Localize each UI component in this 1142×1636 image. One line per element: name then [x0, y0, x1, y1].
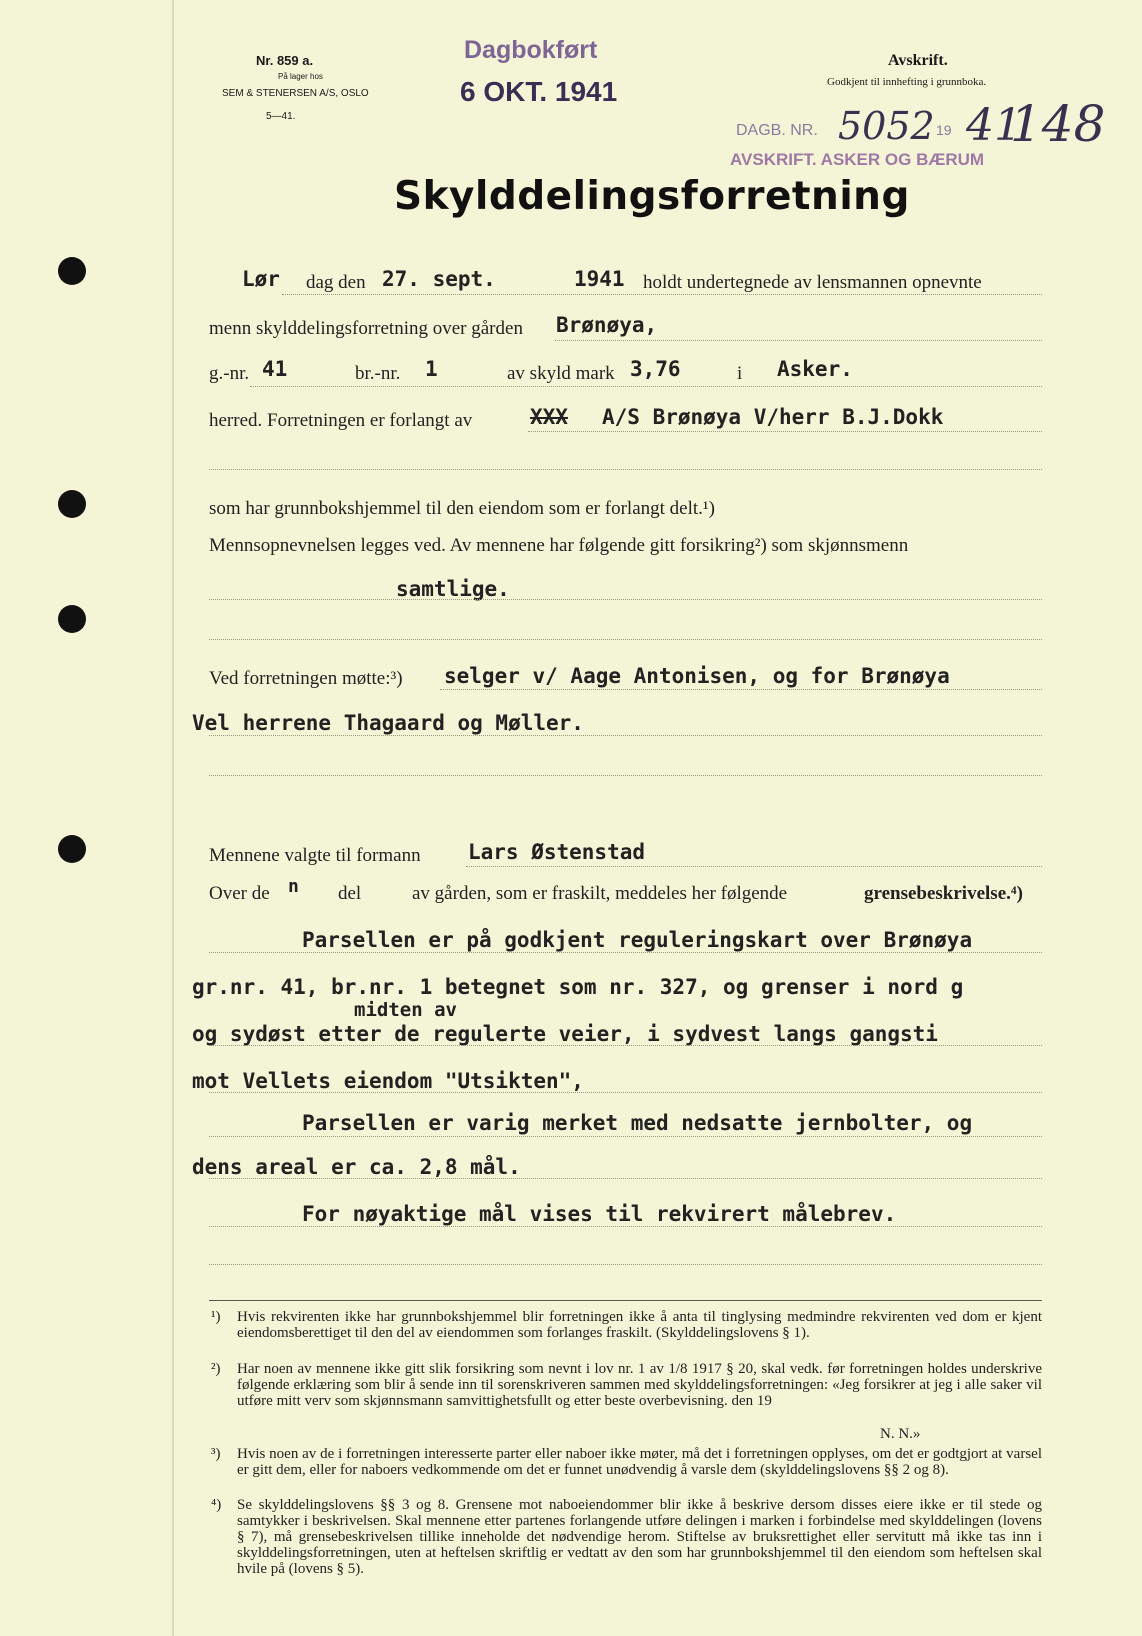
footnote-number: ⁴)	[211, 1497, 222, 1513]
punch-hole	[58, 257, 86, 285]
rule-line	[209, 599, 1042, 600]
footnote-text: Hvis noen av de i forretningen interesserte parter eller naboer ikke møter, må det i forretningen opplyses, om det er godtgjort at varsel er gitt dem, eller for naboers vedkommende om det er funnet unødvendig å varsle dem (skylddelingslovens §§ 2 og 8).	[237, 1446, 1042, 1478]
brnr-label: br.-nr.	[355, 363, 401, 384]
avskrift-stamp: AVSKRIFT. ASKER OG BÆRUM	[730, 150, 985, 169]
rule-line	[282, 294, 1042, 295]
rule-line	[209, 1178, 1042, 1179]
dagb-nr-label: DAGB. NR.	[736, 122, 818, 139]
formann-typed: Lars Østenstad	[468, 840, 646, 864]
punch-hole	[58, 835, 86, 863]
desc-line-3: og sydøst etter de regulerte veier, i sydvest langs gangsti	[192, 1022, 938, 1046]
rule-line	[209, 1226, 1042, 1227]
menn-text: menn skylddelingsforretning over gården	[209, 318, 523, 339]
punch-hole	[58, 490, 86, 518]
rule-line	[209, 1136, 1042, 1137]
stamp-dagbokfort: Dagbokført	[464, 36, 598, 64]
avskrift-subtitle: Godkjent til innhefting i grunnboka.	[827, 76, 987, 88]
samtlige-typed: samtlige.	[396, 577, 510, 601]
brnr-value: 1	[425, 357, 438, 381]
dagb-year-prefix: 19	[936, 122, 952, 138]
weekday-typed: Lør	[242, 267, 280, 291]
page-fold-edge	[172, 0, 174, 1636]
footnote-number: ¹)	[211, 1309, 221, 1325]
desc-line-5: Parsellen er varig merket med nedsatte jernbolter, og	[302, 1111, 973, 1135]
desc-line-7: For nøyaktige mål vises til rekvirert målebrev.	[302, 1202, 897, 1226]
farm-typed: Brønøya,	[556, 313, 658, 337]
footnote-nn: N. N.»	[880, 1426, 921, 1442]
publisher-line1: På lager hos	[278, 72, 323, 81]
rule-line	[555, 340, 1042, 341]
footnote-divider	[209, 1300, 1042, 1301]
page-title: Skylddelingsforretning	[394, 174, 910, 219]
avskrift-title: Avskrift.	[888, 52, 948, 69]
stamp-date: 6 OKT. 1941	[460, 76, 618, 107]
struck-typed: XXX	[530, 405, 568, 429]
desc-line-6: dens areal er ca. 2,8 mål.	[192, 1155, 521, 1179]
date-typed: 27. sept.	[382, 267, 496, 291]
i-label: i	[737, 363, 743, 384]
formann-label: Mennene valgte til formann	[209, 845, 421, 866]
over-typed: n	[288, 876, 299, 897]
rule-line	[209, 735, 1042, 736]
del-label: del	[338, 883, 362, 904]
skyld-label: av skyld mark	[507, 363, 615, 384]
footnote-text: Hvis rekvirenten ikke har grunnbokshjemmel blir forretningen ikke å anta til tinglysing medmindre rekvirenten ved dom er kjent eiendomsberettiget til den del av eiendommen som forlanges fraskilt. (Skylddelingslovens § 1).	[237, 1309, 1042, 1341]
rule-line	[209, 469, 1042, 470]
mote-label: Ved forretningen møtte:³)	[209, 668, 403, 689]
mote-typed-2: Vel herrene Thagaard og Møller.	[192, 711, 584, 735]
gnr-value: 41	[262, 357, 288, 381]
rule-line	[250, 386, 1042, 387]
gnr-label: g.-nr.	[209, 363, 250, 384]
footnote-text: Har noen av mennene ikke gitt slik forsikring som nevnt i lov nr. 1 av 1/8 1917 § 20, skal vedk. før forretningen holdes underskrive følgende erklæring som blir å sende inn til sorenskriveren sammen med skylddelingsforretningen: «Jeg forsikrer at jeg i alle saker vil utføre mitt verv som skjønnsmann samvittighetsfullt og etter beste overbevisning. den 19	[237, 1361, 1042, 1409]
gaarden-text: av gården, som er fraskilt, meddeles her følgende	[412, 883, 788, 904]
rule-line	[209, 1264, 1042, 1265]
rule-line	[209, 1045, 1042, 1046]
rule-line	[209, 1092, 1042, 1093]
rule-line	[528, 431, 1042, 432]
desc-insert: midten av	[354, 999, 457, 1021]
dagb-year: 41	[966, 100, 1022, 151]
form-number: Nr. 859 a.	[256, 53, 314, 68]
footnote-number: ³)	[211, 1446, 221, 1462]
over-label: Over de	[209, 883, 270, 904]
dagb-page: 148	[1010, 95, 1106, 153]
publisher-date: 5—41.	[266, 111, 296, 122]
municipality-typed: Asker.	[777, 357, 853, 381]
held-text: holdt undertegnede av lensmannen opnevnte	[643, 272, 982, 293]
desc-line-1: Parsellen er på godkjent reguleringskart over Brønøya	[302, 928, 973, 952]
mote-typed-1: selger v/ Aage Antonisen, og for Brønøya	[444, 664, 950, 688]
rule-line	[466, 866, 1042, 867]
mennsop-text: Mennsopnevnelsen legges ved. Av mennene har følgende gitt forsikring²) som skjønnsmenn	[209, 535, 909, 556]
rule-line	[440, 689, 1042, 690]
requester-typed: A/S Brønøya V/herr B.J.Dokk	[602, 405, 944, 429]
rule-line	[209, 952, 1042, 953]
hjemmel-text: som har grunnbokshjemmel til den eiendom som er forlangt delt.¹)	[209, 498, 715, 519]
desc-line-4: mot Vellets eiendom "Utsikten",	[192, 1069, 584, 1093]
dagb-nr-value: 5052	[838, 104, 935, 148]
dag-den-label: dag den	[306, 272, 366, 293]
footnote-text: Se skylddelingslovens §§ 3 og 8. Grensene mot naboeiendommer blir ikke å beskrive dersom disses eiere ikke er til stede og samtykker i beskrivelsen. Skal mennene etter partenes forlangende utføre delingen i marken i forbindelse med skylddelingen (lovens § 7), må grensebeskrivelsen tillike inneholde det nødvendige herom. Stiftelse av bruksrettighet eller servitutt må ikke tas inn i skylddelingsforretningen, uten at heftelsen skriftlig er vedtatt av den som har grunnbokshjemmel til den eiendom som heftelsen skal hvile på (lovens § 5).	[237, 1497, 1042, 1577]
year-typed: 1941	[574, 267, 625, 291]
desc-line-2: gr.nr. 41, br.nr. 1 betegnet som nr. 327, og grenser i nord g	[192, 975, 964, 999]
rule-line	[209, 639, 1042, 640]
punch-hole	[58, 605, 86, 633]
grense-bold: grensebeskrivelse.⁴)	[864, 883, 1023, 904]
skyld-value: 3,76	[630, 357, 681, 381]
publisher-line2: SEM & STENERSEN A/S, OSLO	[222, 88, 369, 99]
herred-text: herred. Forretningen er forlangt av	[209, 410, 473, 431]
rule-line	[209, 775, 1042, 776]
footnote-number: ²)	[211, 1361, 221, 1377]
